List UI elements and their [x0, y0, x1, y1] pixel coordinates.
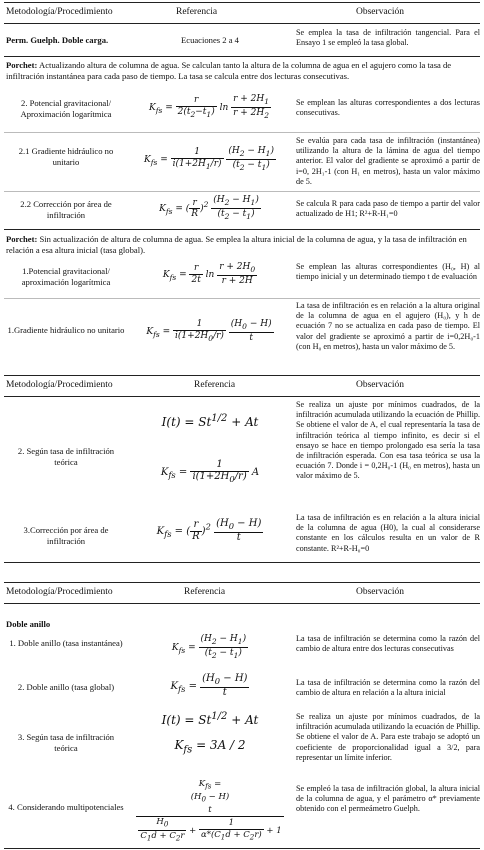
porchet-text: Actualizando altura de columna de agua. Se calculan tanto la altura de la columna de agua en el agujero como la tasa de infiltración instantánea para cada paso de tiempo. La tasa se calcula entre dos lecturas consecutivas. — [6, 60, 452, 81]
porchet-note-2 — [6, 234, 478, 255]
row-observacion: Se calcula R para cada paso de tiempo a partir del valor actualizado de H1; R²+R-H₁=0 — [296, 199, 480, 219]
row-metodologia: 1.Gradiente hidráulico no unitario — [7, 325, 125, 335]
divider — [4, 562, 480, 563]
table-row — [4, 400, 480, 510]
row-metodologia: 3. Según tasa de infiltración teórica — [17, 732, 115, 753]
table-row — [4, 260, 480, 296]
header-referencia: Referencia — [194, 380, 236, 390]
header-metodologia: Metodología/Procedimiento — [6, 587, 113, 597]
row-metodologia: 2. Según tasa de infiltración teórica — [17, 446, 115, 467]
divider — [4, 56, 480, 57]
table-row — [4, 94, 480, 130]
row-observacion: Se emplean las alturas correspondientes a dos lecturas consecutivas. — [296, 98, 480, 118]
doble-anillo-title: Doble anillo — [6, 619, 51, 629]
guelph-obs: Se emplea la tasa de infiltración tangencial. Para el Ensayo 1 se empleó la tasa global. — [296, 28, 480, 48]
row-metodologia: 2. Potencial gravitacional/ Aproximación logarítmica — [20, 98, 112, 119]
row-observacion: Se empleó la tasa de infiltración global, la altura inicial de la columna de agua, y el parámetro α* previamente obtenido con el permeámetro Guelph. — [296, 784, 480, 814]
equation: $K_{fs}$ = $(H_0 - H)$ t $\frac{H_0}{C_1d + C_2r}$ + $\frac{1}{\alpha*(C_1d + C_2r)}$ + 1 — [130, 778, 290, 844]
row-observacion: Se evalúa para cada tasa de infiltración (instantánea) utilizando la altura de la lámina de agua del tiempo anterior. El valor del gradiente se aproximó a partir de i=0, 2H₁-1 (con H₁ en metros), hasta un valor máximo de 5. — [296, 136, 480, 186]
porchet-note-1 — [6, 60, 478, 81]
table-row — [4, 632, 480, 672]
header-observacion: Observación — [356, 587, 405, 597]
equation: $K_{fs}$ = $\frac{r}{2(t_2-t_1)}$ ln $\frac{r + 2H_1}{r + 2H_2}$ — [148, 94, 270, 121]
table-row — [4, 28, 480, 54]
equation: $I(t) = St^{1/2} + At$ — [161, 413, 259, 429]
row-metodologia: 1. Doble anillo (tasa instantánea) — [9, 638, 123, 648]
divider — [4, 229, 480, 230]
equation: $K_{fs}$ = $\frac{1}{i(1+2H_1/r)}$ $\frac{(H_2 - H_1)}{(t_2 - t_1)}$ — [144, 146, 274, 173]
header-observacion: Observación — [356, 380, 405, 390]
table-row — [4, 513, 480, 561]
equation: $K_{fs}$ = ( $\frac{r}{R}$ )$^2$ $\frac{(H_2 - H_1)}{(t_2 - t_1)}$ — [159, 195, 259, 222]
guelph-ref: Ecuaciones 2 a 4 — [181, 35, 239, 45]
divider — [4, 191, 480, 192]
header-referencia: Referencia — [184, 587, 226, 597]
table-row — [4, 772, 480, 844]
row-metodologia: 4. Considerando multipotenciales — [8, 802, 124, 812]
row-observacion: La tasa de infiltración se determina como la razón del cambio de altura en relación a la altura inicial — [296, 678, 480, 698]
table-row — [4, 195, 480, 227]
row-metodologia: 2.1 Gradiente hidráulico no unitario — [18, 146, 114, 167]
divider — [4, 132, 480, 133]
porchet-label: Porchet: — [6, 234, 38, 244]
table-row — [4, 136, 480, 190]
table-header — [4, 375, 480, 397]
header-metodologia: Metodología/Procedimiento — [6, 7, 113, 17]
table-row — [4, 674, 480, 706]
row-metodologia: 1.Potencial gravitacional/ aproximación logarítmica — [21, 266, 111, 287]
header-referencia: Referencia — [176, 7, 218, 17]
row-metodologia: 3.Corrección por área de infiltración — [23, 525, 109, 546]
row-observacion: Se emplean las alturas correspondientes (H₀, H) al tiempo inicial y un determinado tiempo t de evaluación — [296, 262, 480, 282]
header-metodologia: Metodología/Procedimiento — [6, 380, 113, 390]
equation: $K_{fs}$ = $\frac{1}{i(1+2H_0/r)}$ A — [160, 459, 260, 484]
table-row — [4, 710, 480, 766]
divider — [4, 848, 480, 849]
row-metodologia: 2.2 Corrección por área de infiltración — [20, 199, 112, 220]
equation: $K_{fs}$ = $\frac{(H_0 - H)}{t}$ — [170, 673, 248, 698]
equation: $I(t) = St^{1/2} + At$ — [161, 711, 259, 727]
row-observacion: Se realiza un ajuste por mínimos cuadrados, de la infiltración acumulada utilizando la ecuación de Phillip. Se obtiene el valor de A. Para este trabajo se adoptó un coeficiente de proporcionalidad igual a 3/2, para representar un límite inferior. — [296, 712, 480, 762]
row-metodologia: 2. Doble anillo (tasa global) — [17, 682, 115, 692]
equation: $K_{fs}$ = $\frac{(H_2 - H_1)}{(t_2 - t_1)}$ — [171, 634, 247, 661]
equation: $K_{fs}$ = $\frac{r}{2t}$ ln $\frac{r + 2H_0}{r + 2H}$ — [162, 262, 256, 287]
row-observacion: La tasa de infiltración se determina como la razón del cambio de altura entre dos lecturas consecutivas — [296, 634, 480, 654]
row-observacion: La tasa de infiltración es en relación a la altura original de la columna de agua en el agujero (H₀), y h de ecuación 7 no se actualiza en cada paso de tiempo. El valor del gradiente se aproximó a partir de i=0,2H₀-1 (con H₀ en metros), hasta un valor máximo de 5. — [296, 301, 480, 351]
porchet-text: Sin actualización de altura de columna de agua. Se emplea la altura inicial de la columna de agua, y la tasa de infiltración en relación a esa altura inicial (tasa global). — [6, 234, 467, 255]
header-observacion: Observación — [356, 7, 405, 17]
divider — [4, 298, 480, 299]
table-header — [4, 2, 480, 24]
equation: $K_{fs}$ = $\frac{1}{i(1+2H_0/r)}$ $\frac{(H_0 - H)}{t}$ — [146, 319, 272, 344]
equation: $K_{fs}$ = ( $\frac{r}{R}$ )$^2$ $\frac{(H_0 - H)}{t}$ — [156, 518, 262, 543]
row-observacion: La tasa de infiltración es en relación a la altura inicial de la columna de agua (H0), la cual al considerarse constante en los cálculos resulta en un valor de R constante. R²+R-H₀=0 — [296, 513, 480, 553]
porchet-label: Porchet: — [6, 60, 38, 70]
table-row — [4, 301, 480, 371]
guelph-title: Perm. Guelph. Doble carga. — [6, 35, 109, 45]
row-observacion: Se realiza un ajuste por mínimos cuadrados, de la infiltración acumulada utilizando la ecuación de Phillip. Se obtiene el valor de A, el cual representaría la tasa de infiltración teórica al tiempo infinito, es decir si el ensayo se hace en tiempo prolongado esa sería la tasa de infiltración esperada. Con esa tasa teórica se usa la ecuación 7. Donde i = 0,2H₀-1 (H₀ en metros), hasta un valor máximo de 5. — [296, 400, 480, 481]
equation: $K_{fs} = 3A / 2$ — [174, 738, 246, 756]
table-header — [4, 582, 480, 604]
